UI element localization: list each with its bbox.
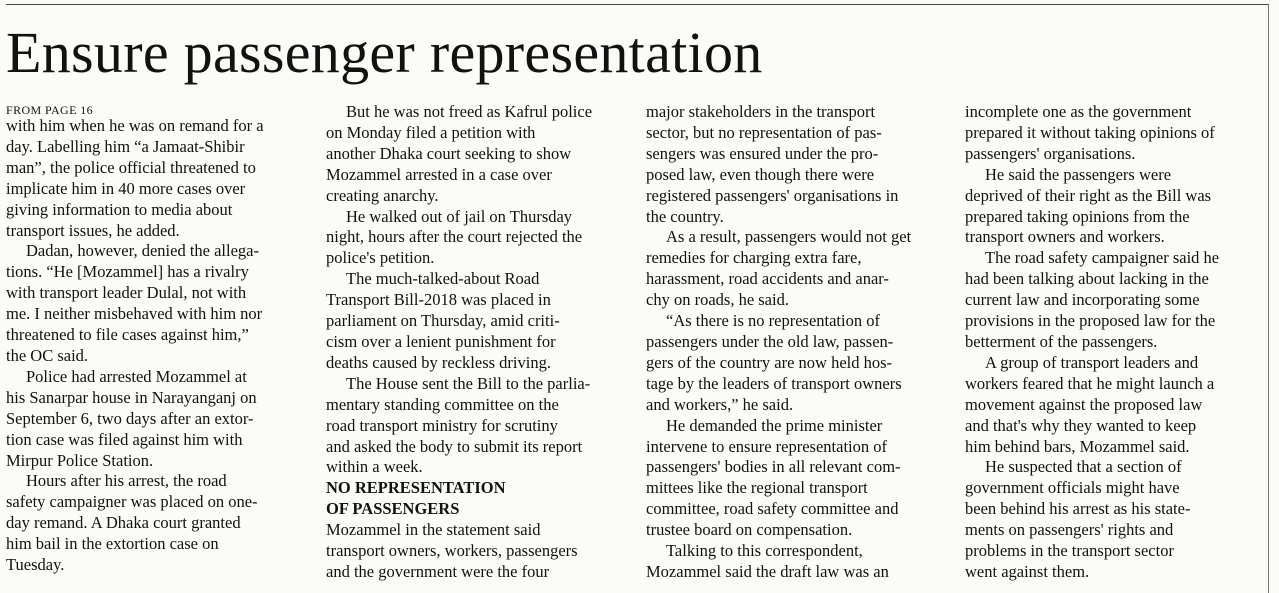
paragraph: with him when he was on remand for a day. Labelling him “a Jamaat-Shibir man”, the police official threatened to implicate him in 40 more cases over giving information to media about transport issues, he added. [6, 116, 264, 240]
paragraph: He said the passengers were deprived of their right as the Bill was prepared taking opinions from the transport owners and workers. [965, 164, 1212, 247]
paragraph: “As there is no representation of passengers under the old law, passen- gers of the country are now held hos- tage by the leaders of transport owners and workers,” he said. [646, 311, 902, 414]
article-column-3 [646, 102, 951, 583]
paragraph: The much-talked-about Road Transport Bill-2018 was placed in parliament on Thursday, amid criti- cism over a lenient punishment for deaths caused by reckless driving. [326, 269, 560, 372]
paragraph: As a result, passengers would not get remedies for charging extra fare, harassment, road accidents and anar- chy on roads, he said. [646, 227, 912, 310]
paragraph: He suspected that a section of government officials might have been behind his arrest as his state- ments on passengers' rights and problems in the transport sector went against them. [965, 457, 1191, 581]
article-column-2 [326, 102, 631, 583]
headline: Ensure passenger representation [6, 20, 763, 85]
paragraph: major stakeholders in the transport sector, but no representation of pas- sengers was ensured under the pro- posed law, even though there were registered passengers' organisations in the country. [646, 102, 899, 226]
jump-label: FROM PAGE 16 [6, 103, 94, 117]
paragraph: The House sent the Bill to the parlia- mentary standing committee on the road transport ministry for scrutiny and asked the body to submit its report within a week. [326, 373, 591, 477]
paragraph: He demanded the prime minister intervene to ensure representation of passengers' bodies in all relevant com- mittees like the regional transport committee, road safety committee and trustee board on compensation. [646, 415, 901, 540]
top-rule [6, 4, 1268, 5]
article-column-1 [6, 102, 311, 576]
paragraph: Dadan, however, denied the allega- tions. “He [Mozammel] has a rivalry with transport leader Dulal, not with me. I neither misbehaved with him nor threatened to file cases against him,” the OC said. [6, 241, 263, 365]
paragraph: The road safety campaigner said he had been talking about lacking in the current law and incorporating some provisions in the proposed law for the betterment of the passengers. [965, 248, 1220, 351]
paragraph: Hours after his arrest, the road safety campaigner was placed on one- day remand. A Dhaka court granted him bail in the extortion case on Tuesday. [6, 471, 258, 575]
paragraph: A group of transport leaders and workers feared that he might launch a movement against the proposed law and that's why they wanted to keep him behind bars, Mozammel said. [965, 352, 1215, 456]
paragraph: Police had arrested Mozammel at his Sanarpar house in Narayanganj on September 6, two days after an extor- tion case was filed against him with Mirpur Police Station. [6, 366, 257, 470]
paragraph: Mozammel in the statement said transport owners, workers, passengers and the government were the four [326, 520, 578, 581]
article-column-4 [965, 102, 1270, 583]
paragraph: Talking to this correspondent, Mozammel said the draft law was an [646, 541, 889, 581]
paragraph: But he was not freed as Kafrul police on Monday filed a petition with another Dhaka court seeking to show Mozammel arrested in a case over creating anarchy. [326, 102, 593, 205]
paragraph: He walked out of jail on Thursday night, hours after the court rejected the police's petition. [326, 206, 583, 268]
paragraph: incomplete one as the government prepared it without taking opinions of passengers' organisations. [965, 102, 1215, 163]
section-subhead: NO REPRESENTATION OF PASSENGERS [326, 478, 506, 519]
